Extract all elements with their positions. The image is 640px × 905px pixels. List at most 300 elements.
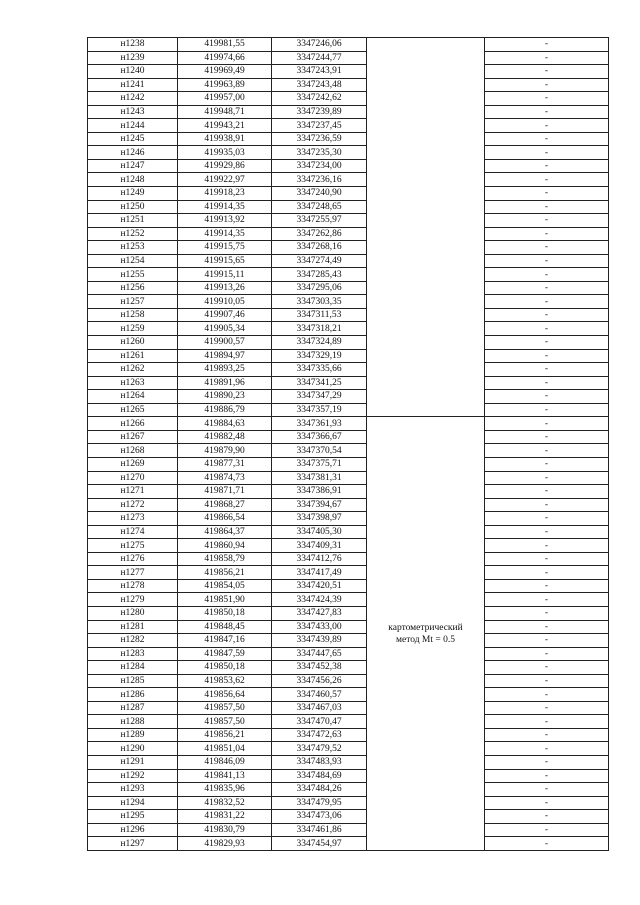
point-name-cell: н1274 — [88, 525, 178, 539]
table-row — [88, 823, 609, 837]
x-coordinate-cell: 419874,73 — [178, 471, 272, 485]
note-cell: - — [485, 227, 609, 241]
point-name-cell: н1284 — [88, 661, 178, 675]
note-cell: - — [485, 593, 609, 607]
point-name-cell: н1258 — [88, 308, 178, 322]
point-name-cell: н1289 — [88, 728, 178, 742]
point-name-cell: н1243 — [88, 105, 178, 119]
y-coordinate-cell: 3347318,21 — [272, 322, 367, 336]
y-coordinate-cell: 3347243,48 — [272, 78, 367, 92]
note-cell: - — [485, 837, 609, 851]
x-coordinate-cell: 419969,49 — [178, 65, 272, 79]
y-coordinate-cell: 3347472,63 — [272, 728, 367, 742]
note-cell: - — [485, 823, 609, 837]
x-coordinate-cell: 419894,97 — [178, 349, 272, 363]
point-name-cell: н1269 — [88, 457, 178, 471]
x-coordinate-cell: 419974,66 — [178, 51, 272, 65]
point-name-cell: н1260 — [88, 336, 178, 350]
note-cell: - — [485, 65, 609, 79]
table-row — [88, 647, 609, 661]
x-coordinate-cell: 419841,13 — [178, 769, 272, 783]
point-name-cell: н1281 — [88, 620, 178, 634]
table-row — [88, 796, 609, 810]
y-coordinate-cell: 3347417,49 — [272, 566, 367, 580]
note-cell: - — [485, 390, 609, 404]
table-row — [88, 701, 609, 715]
y-coordinate-cell: 3347262,86 — [272, 227, 367, 241]
table-row — [88, 105, 609, 119]
table-row — [88, 498, 609, 512]
point-name-cell: н1272 — [88, 498, 178, 512]
x-coordinate-cell: 419853,62 — [178, 674, 272, 688]
table-row — [88, 810, 609, 824]
note-cell: - — [485, 349, 609, 363]
y-coordinate-cell: 3347439,89 — [272, 634, 367, 648]
y-coordinate-cell: 3347311,53 — [272, 308, 367, 322]
table-row — [88, 769, 609, 783]
table-row — [88, 187, 609, 201]
point-name-cell: н1286 — [88, 688, 178, 702]
table-row — [88, 539, 609, 553]
y-coordinate-cell: 3347460,57 — [272, 688, 367, 702]
note-cell: - — [485, 539, 609, 553]
y-coordinate-cell: 3347268,16 — [272, 241, 367, 255]
table-row — [88, 634, 609, 648]
table-row — [88, 566, 609, 580]
y-coordinate-cell: 3347246,06 — [272, 38, 367, 52]
point-name-cell: н1238 — [88, 38, 178, 52]
y-coordinate-cell: 3347447,65 — [272, 647, 367, 661]
point-name-cell: н1248 — [88, 173, 178, 187]
table-row — [88, 78, 609, 92]
y-coordinate-cell: 3347357,19 — [272, 403, 367, 417]
y-coordinate-cell: 3347479,52 — [272, 742, 367, 756]
table-row — [88, 159, 609, 173]
note-cell: - — [485, 755, 609, 769]
y-coordinate-cell: 3347427,83 — [272, 606, 367, 620]
y-coordinate-cell: 3347295,06 — [272, 281, 367, 295]
coordinates-table — [87, 37, 609, 851]
table-row — [88, 146, 609, 160]
table-row — [88, 322, 609, 336]
note-cell: - — [485, 173, 609, 187]
note-cell: - — [485, 146, 609, 160]
note-cell: - — [485, 552, 609, 566]
note-cell: - — [485, 457, 609, 471]
x-coordinate-cell: 419929,86 — [178, 159, 272, 173]
table-row — [88, 132, 609, 146]
x-coordinate-cell: 419860,94 — [178, 539, 272, 553]
y-coordinate-cell: 3347375,71 — [272, 457, 367, 471]
y-coordinate-cell: 3347484,69 — [272, 769, 367, 783]
x-coordinate-cell: 419848,45 — [178, 620, 272, 634]
point-name-cell: н1275 — [88, 539, 178, 553]
point-name-cell: н1296 — [88, 823, 178, 837]
point-name-cell: н1279 — [88, 593, 178, 607]
y-coordinate-cell: 3347236,16 — [272, 173, 367, 187]
point-name-cell: н1246 — [88, 146, 178, 160]
table-row — [88, 661, 609, 675]
x-coordinate-cell: 419866,54 — [178, 512, 272, 526]
note-cell: - — [485, 783, 609, 797]
note-cell: - — [485, 715, 609, 729]
y-coordinate-cell: 3347303,35 — [272, 295, 367, 309]
x-coordinate-cell: 419886,79 — [178, 403, 272, 417]
table-row — [88, 308, 609, 322]
table-row — [88, 674, 609, 688]
table-row — [88, 173, 609, 187]
point-name-cell: н1245 — [88, 132, 178, 146]
point-name-cell: н1247 — [88, 159, 178, 173]
note-cell: - — [485, 566, 609, 580]
y-coordinate-cell: 3347479,95 — [272, 796, 367, 810]
y-coordinate-cell: 3347341,25 — [272, 376, 367, 390]
point-name-cell: н1288 — [88, 715, 178, 729]
table-row — [88, 471, 609, 485]
y-coordinate-cell: 3347398,97 — [272, 512, 367, 526]
y-coordinate-cell: 3347329,19 — [272, 349, 367, 363]
table-row — [88, 579, 609, 593]
note-cell: - — [485, 796, 609, 810]
table-row — [88, 254, 609, 268]
y-coordinate-cell: 3347452,38 — [272, 661, 367, 675]
x-coordinate-cell: 419957,00 — [178, 92, 272, 106]
x-coordinate-cell: 419854,05 — [178, 579, 272, 593]
point-name-cell: н1244 — [88, 119, 178, 133]
note-cell: - — [485, 241, 609, 255]
note-cell: - — [485, 688, 609, 702]
x-coordinate-cell: 419884,63 — [178, 417, 272, 431]
point-name-cell: н1262 — [88, 363, 178, 377]
x-coordinate-cell: 419943,21 — [178, 119, 272, 133]
note-cell: - — [485, 322, 609, 336]
table-row — [88, 214, 609, 228]
x-coordinate-cell: 419918,23 — [178, 187, 272, 201]
point-name-cell: н1257 — [88, 295, 178, 309]
note-cell: - — [485, 105, 609, 119]
point-name-cell: н1292 — [88, 769, 178, 783]
point-name-cell: н1283 — [88, 647, 178, 661]
table-row — [88, 295, 609, 309]
note-cell: - — [485, 634, 609, 648]
x-coordinate-cell: 419914,35 — [178, 227, 272, 241]
table-row — [88, 837, 609, 851]
x-coordinate-cell: 419864,37 — [178, 525, 272, 539]
table-row — [88, 349, 609, 363]
point-name-cell: н1251 — [88, 214, 178, 228]
table-row — [88, 485, 609, 499]
note-cell: - — [485, 38, 609, 52]
point-name-cell: н1278 — [88, 579, 178, 593]
note-cell: - — [485, 769, 609, 783]
y-coordinate-cell: 3347470,47 — [272, 715, 367, 729]
note-cell: - — [485, 471, 609, 485]
note-cell: - — [485, 254, 609, 268]
x-coordinate-cell: 419835,96 — [178, 783, 272, 797]
x-coordinate-cell: 419856,21 — [178, 566, 272, 580]
x-coordinate-cell: 419890,23 — [178, 390, 272, 404]
note-cell: - — [485, 78, 609, 92]
point-name-cell: н1273 — [88, 512, 178, 526]
point-name-cell: н1263 — [88, 376, 178, 390]
point-name-cell: н1291 — [88, 755, 178, 769]
point-name-cell: н1290 — [88, 742, 178, 756]
point-name-cell: н1255 — [88, 268, 178, 282]
note-cell: - — [485, 51, 609, 65]
table-row — [88, 403, 609, 417]
table-row — [88, 281, 609, 295]
x-coordinate-cell: 419907,46 — [178, 308, 272, 322]
point-name-cell: н1265 — [88, 403, 178, 417]
table-row — [88, 417, 609, 431]
table-row — [88, 512, 609, 526]
y-coordinate-cell: 3347237,45 — [272, 119, 367, 133]
note-cell: - — [485, 606, 609, 620]
point-name-cell: н1261 — [88, 349, 178, 363]
note-cell: - — [485, 336, 609, 350]
y-coordinate-cell: 3347234,00 — [272, 159, 367, 173]
point-name-cell: н1285 — [88, 674, 178, 688]
y-coordinate-cell: 3347454,97 — [272, 837, 367, 851]
x-coordinate-cell: 419981,55 — [178, 38, 272, 52]
x-coordinate-cell: 419831,22 — [178, 810, 272, 824]
y-coordinate-cell: 3347347,29 — [272, 390, 367, 404]
note-cell: - — [485, 214, 609, 228]
note-cell: - — [485, 647, 609, 661]
y-coordinate-cell: 3347420,51 — [272, 579, 367, 593]
note-cell: - — [485, 674, 609, 688]
x-coordinate-cell: 419900,57 — [178, 336, 272, 350]
table-row — [88, 742, 609, 756]
point-name-cell: н1242 — [88, 92, 178, 106]
x-coordinate-cell: 419847,59 — [178, 647, 272, 661]
table-row — [88, 715, 609, 729]
note-cell: - — [485, 159, 609, 173]
x-coordinate-cell: 419847,16 — [178, 634, 272, 648]
x-coordinate-cell: 419850,18 — [178, 661, 272, 675]
table-row — [88, 390, 609, 404]
table-row — [88, 728, 609, 742]
point-name-cell: н1271 — [88, 485, 178, 499]
x-coordinate-cell: 419877,31 — [178, 457, 272, 471]
x-coordinate-cell: 419915,11 — [178, 268, 272, 282]
note-cell: - — [485, 620, 609, 634]
x-coordinate-cell: 419857,50 — [178, 701, 272, 715]
x-coordinate-cell: 419935,03 — [178, 146, 272, 160]
x-coordinate-cell: 419910,05 — [178, 295, 272, 309]
point-name-cell: н1293 — [88, 783, 178, 797]
table-row — [88, 457, 609, 471]
point-name-cell: н1282 — [88, 634, 178, 648]
y-coordinate-cell: 3347456,26 — [272, 674, 367, 688]
y-coordinate-cell: 3347409,31 — [272, 539, 367, 553]
x-coordinate-cell: 419868,27 — [178, 498, 272, 512]
y-coordinate-cell: 3347243,91 — [272, 65, 367, 79]
note-cell: - — [485, 498, 609, 512]
note-cell: - — [485, 810, 609, 824]
table-row — [88, 65, 609, 79]
table-row — [88, 51, 609, 65]
x-coordinate-cell: 419913,26 — [178, 281, 272, 295]
point-name-cell: н1256 — [88, 281, 178, 295]
point-name-cell: н1253 — [88, 241, 178, 255]
table-row — [88, 336, 609, 350]
note-cell: - — [485, 308, 609, 322]
note-cell: - — [485, 701, 609, 715]
method-cell-lower — [367, 417, 485, 851]
x-coordinate-cell: 419857,50 — [178, 715, 272, 729]
table-row — [88, 606, 609, 620]
point-name-cell: н1295 — [88, 810, 178, 824]
point-name-cell: н1240 — [88, 65, 178, 79]
x-coordinate-cell: 419832,52 — [178, 796, 272, 810]
table-row — [88, 38, 609, 52]
y-coordinate-cell: 3347424,39 — [272, 593, 367, 607]
x-coordinate-cell: 419913,92 — [178, 214, 272, 228]
y-coordinate-cell: 3347366,67 — [272, 430, 367, 444]
x-coordinate-cell: 419851,04 — [178, 742, 272, 756]
table-row — [88, 444, 609, 458]
x-coordinate-cell: 419905,34 — [178, 322, 272, 336]
note-cell: - — [485, 376, 609, 390]
table-row — [88, 119, 609, 133]
table-row — [88, 593, 609, 607]
y-coordinate-cell: 3347381,31 — [272, 471, 367, 485]
point-name-cell: н1268 — [88, 444, 178, 458]
x-coordinate-cell: 419915,65 — [178, 254, 272, 268]
method-label-line1: картометрический — [388, 622, 463, 633]
note-cell: - — [485, 579, 609, 593]
x-coordinate-cell: 419856,64 — [178, 688, 272, 702]
point-name-cell: н1241 — [88, 78, 178, 92]
point-name-cell: н1239 — [88, 51, 178, 65]
y-coordinate-cell: 3347244,77 — [272, 51, 367, 65]
point-name-cell: н1294 — [88, 796, 178, 810]
y-coordinate-cell: 3347370,54 — [272, 444, 367, 458]
x-coordinate-cell: 419879,90 — [178, 444, 272, 458]
point-name-cell: н1287 — [88, 701, 178, 715]
x-coordinate-cell: 419938,91 — [178, 132, 272, 146]
point-name-cell: н1276 — [88, 552, 178, 566]
table-row — [88, 227, 609, 241]
y-coordinate-cell: 3347386,91 — [272, 485, 367, 499]
point-name-cell: н1249 — [88, 187, 178, 201]
y-coordinate-cell: 3347324,89 — [272, 336, 367, 350]
y-coordinate-cell: 3347236,59 — [272, 132, 367, 146]
x-coordinate-cell: 419850,18 — [178, 606, 272, 620]
y-coordinate-cell: 3347248,65 — [272, 200, 367, 214]
table-row — [88, 268, 609, 282]
note-cell: - — [485, 728, 609, 742]
y-coordinate-cell: 3347285,43 — [272, 268, 367, 282]
y-coordinate-cell: 3347483,93 — [272, 755, 367, 769]
y-coordinate-cell: 3347461,86 — [272, 823, 367, 837]
point-name-cell: н1277 — [88, 566, 178, 580]
note-cell: - — [485, 512, 609, 526]
table-row — [88, 552, 609, 566]
note-cell: - — [485, 268, 609, 282]
point-name-cell: н1297 — [88, 837, 178, 851]
x-coordinate-cell: 419922,97 — [178, 173, 272, 187]
note-cell: - — [485, 363, 609, 377]
point-name-cell: н1250 — [88, 200, 178, 214]
point-name-cell: н1252 — [88, 227, 178, 241]
x-coordinate-cell: 419830,79 — [178, 823, 272, 837]
point-name-cell: н1264 — [88, 390, 178, 404]
note-cell: - — [485, 417, 609, 431]
y-coordinate-cell: 3347274,49 — [272, 254, 367, 268]
y-coordinate-cell: 3347394,67 — [272, 498, 367, 512]
x-coordinate-cell: 419963,89 — [178, 78, 272, 92]
note-cell: - — [485, 525, 609, 539]
y-coordinate-cell: 3347242,62 — [272, 92, 367, 106]
point-name-cell: н1270 — [88, 471, 178, 485]
y-coordinate-cell: 3347239,89 — [272, 105, 367, 119]
note-cell: - — [485, 661, 609, 675]
note-cell: - — [485, 444, 609, 458]
table-row — [88, 376, 609, 390]
table-row — [88, 92, 609, 106]
y-coordinate-cell: 3347405,30 — [272, 525, 367, 539]
x-coordinate-cell: 419871,71 — [178, 485, 272, 499]
y-coordinate-cell: 3347240,90 — [272, 187, 367, 201]
y-coordinate-cell: 3347335,66 — [272, 363, 367, 377]
note-cell: - — [485, 742, 609, 756]
x-coordinate-cell: 419882,48 — [178, 430, 272, 444]
point-name-cell: н1267 — [88, 430, 178, 444]
table-row — [88, 241, 609, 255]
point-name-cell: н1254 — [88, 254, 178, 268]
x-coordinate-cell: 419829,93 — [178, 837, 272, 851]
point-name-cell: н1280 — [88, 606, 178, 620]
table-row — [88, 783, 609, 797]
x-coordinate-cell: 419915,75 — [178, 241, 272, 255]
y-coordinate-cell: 3347361,93 — [272, 417, 367, 431]
table-row — [88, 755, 609, 769]
note-cell: - — [485, 281, 609, 295]
x-coordinate-cell: 419856,21 — [178, 728, 272, 742]
y-coordinate-cell: 3347473,06 — [272, 810, 367, 824]
y-coordinate-cell: 3347484,26 — [272, 783, 367, 797]
table-row — [88, 688, 609, 702]
x-coordinate-cell: 419948,71 — [178, 105, 272, 119]
method-cell-upper — [367, 38, 485, 417]
note-cell: - — [485, 485, 609, 499]
note-cell: - — [485, 92, 609, 106]
table-row — [88, 620, 609, 634]
note-cell: - — [485, 403, 609, 417]
x-coordinate-cell: 419851,90 — [178, 593, 272, 607]
note-cell: - — [485, 430, 609, 444]
y-coordinate-cell: 3347235,30 — [272, 146, 367, 160]
x-coordinate-cell: 419891,96 — [178, 376, 272, 390]
point-name-cell: н1259 — [88, 322, 178, 336]
point-name-cell: н1266 — [88, 417, 178, 431]
y-coordinate-cell: 3347412,76 — [272, 552, 367, 566]
note-cell: - — [485, 187, 609, 201]
note-cell: - — [485, 119, 609, 133]
note-cell: - — [485, 132, 609, 146]
x-coordinate-cell: 419914,35 — [178, 200, 272, 214]
table-row — [88, 430, 609, 444]
coordinates-table-body — [88, 38, 609, 851]
y-coordinate-cell: 3347467,03 — [272, 701, 367, 715]
table-row — [88, 363, 609, 377]
x-coordinate-cell: 419858,79 — [178, 552, 272, 566]
table-row — [88, 525, 609, 539]
note-cell: - — [485, 200, 609, 214]
note-cell: - — [485, 295, 609, 309]
